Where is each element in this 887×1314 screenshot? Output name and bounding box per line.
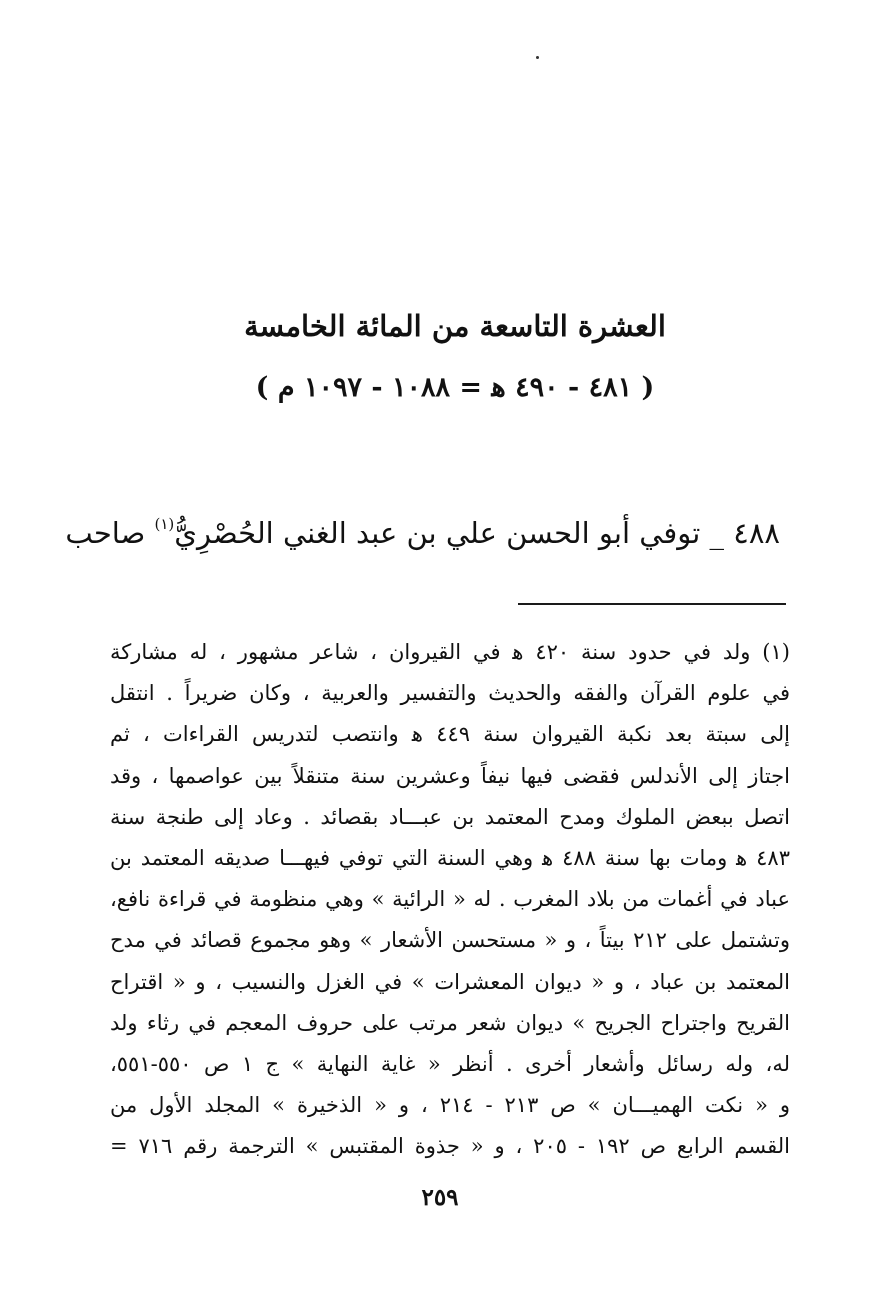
section-date-range: ( ٤٨١ - ٤٩٠ ﻫ = ١٠٨٨ - ١٠٩٧ م ): [255, 372, 655, 403]
footnote-line: (١) ولد في حدود سنة ٤٢٠ ﻫ في القيروان ، شاعر مشهور ، له مشاركة: [110, 640, 790, 664]
footnote-line: له، وله رسائل وأشعار أخرى . أنظر « غاية النهاية » ج ١ ص ٥٥٠-٥٥١،: [110, 1051, 790, 1076]
entry-trailing-word: صاحب: [65, 516, 155, 550]
footnote-line: ٤٨٣ ﻫ ومات بها سنة ٤٨٨ ﻫ وهي السنة التي توفي فيهـــا صديقه المعتمد بن: [110, 845, 790, 870]
footnote-line: عباد في أغمات من بلاد المغرب . له « الرائية » وهي منظومة في قراءة نافع،: [110, 887, 790, 912]
footnote-line: القسم الرابع ص ١٩٢ - ٢٠٥ ، و « جذوة المقتبس » الترجمة رقم ٧١٦ =: [110, 1134, 790, 1159]
footnote-line: المعتمد بن عباد ، و « ديوان المعشرات » في الغزل والنسيب ، و « اقتراح: [110, 969, 790, 994]
footnote-line: اتصل ببعض الملوك ومدح المعتمد بن عبـــاد بقصائد . وعاد إلى طنجة سنة: [110, 804, 790, 829]
footnote: [110, 632, 790, 1167]
footnote-line: في علوم القرآن والفقه والحديث والتفسير والعربية ، وكان ضريراً . انتقل: [110, 681, 790, 706]
entry-text: ٤٨٨ _ توفي أبو الحسن علي بن عبد الغني الحُصْرِيُّ: [174, 516, 780, 550]
footnote-reference: (١): [154, 515, 175, 533]
print-speck: [536, 56, 539, 59]
section-title: العشرة التاسعة من المائة الخامسة: [244, 309, 666, 343]
footnote-line: القريح واجتراح الجريح » ديوان شعر مرتب على حروف المعجم في رثاء ولد: [110, 1010, 790, 1035]
footnote-line: وتشتمل على ٢١٢ بيتاً ، و « مستحسن الأشعار » وهو مجموع قصائد في مدح: [110, 928, 790, 953]
footnote-separator: [518, 603, 786, 605]
footnote-line: اجتاز إلى الأندلس فقضى فيها نيفاً وعشرين سنة متنقلاً بين عواصمها ، وقد: [110, 763, 790, 788]
footnote-line: إلى سبتة بعد نكبة القيروان سنة ٤٤٩ ﻫ وانتصب لتدريس القراءات ، ثم: [110, 722, 790, 747]
entry-488: [65, 502, 780, 555]
footnote-line: و « نكت الهميـــان » ص ٢١٣ - ٢١٤ ، و « الذخيرة » المجلد الأول من: [110, 1093, 790, 1118]
page-number: ٢٥٩: [421, 1184, 459, 1211]
